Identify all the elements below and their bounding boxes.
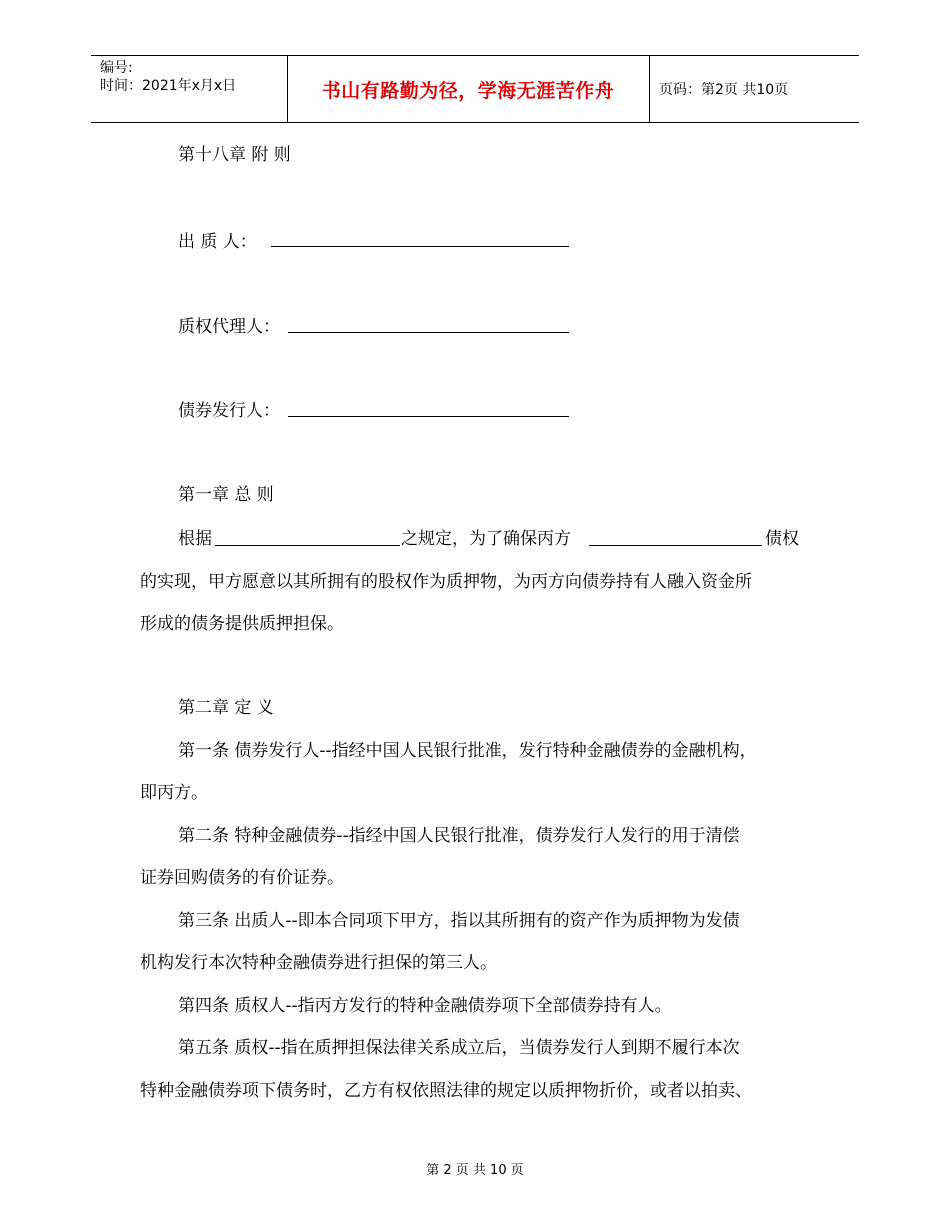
paragraph-text: 的实现，甲方愿意以其所拥有的股权作为质押物，为丙方向债券持有人融入资金所 <box>140 572 752 592</box>
paragraph-text: 形成的债务提供质押担保。 <box>140 614 344 634</box>
article-3-line-2: 机构发行本次特种金融债券进行担保的第三人。 <box>140 953 497 973</box>
chapter-18-title: 第十八章 附 则 <box>178 145 291 165</box>
article-4-line-1: 第四条 质权人--指丙方发行的特种金融债券项下全部债券持有人。 <box>178 996 672 1016</box>
paragraph-text: 之规定，为了确保丙方 <box>401 529 571 549</box>
signature-pledgor-label: 出 质 人： <box>178 232 257 252</box>
signature-issuer-label: 债券发行人： <box>178 401 280 421</box>
article-5-line-1: 第五条 质权--指在质押担保法律关系成立后，当债券发行人到期不履行本次 <box>178 1038 740 1058</box>
article-2-line-2: 证券回购债务的有价证券。 <box>140 868 344 888</box>
signature-pledgor-line <box>271 246 569 247</box>
signature-agent-line <box>288 332 569 333</box>
header-meta <box>100 59 236 95</box>
article-1-line-2: 即丙方。 <box>140 783 208 803</box>
article-5-line-2: 特种金融债券项下债务时，乙方有权依照法律的规定以质押物折价，或者以拍卖、 <box>140 1081 752 1101</box>
page-header <box>91 55 859 123</box>
page-footer: 第 2 页 共 10 页 <box>426 1163 524 1178</box>
chapter-1-title: 第一章 总 则 <box>178 485 274 505</box>
document-time-label: 时间：2021年x月x日 <box>100 78 237 94</box>
header-page-label: 页码：第2页 共10页 <box>659 82 789 98</box>
signature-issuer-line <box>288 416 569 417</box>
blank-line <box>215 545 400 546</box>
paragraph-text: 根据 <box>178 529 212 549</box>
header-motto: 书山有路勤为径，学海无涯苦作舟 <box>321 79 615 102</box>
blank-line <box>589 545 762 546</box>
article-3-line-1: 第三条 出质人--即本合同项下甲方，指以其所拥有的资产作为质押物为发债 <box>178 911 740 931</box>
signature-agent-label: 质权代理人： <box>178 317 280 337</box>
header-divider <box>649 56 650 122</box>
paragraph-text: 债权 <box>765 529 799 549</box>
article-2-line-1: 第二条 特种金融债券--指经中国人民银行批准，债券发行人发行的用于清偿 <box>178 826 740 846</box>
document-number-label: 编号: <box>100 60 133 76</box>
article-1-line-1: 第一条 债券发行人--指经中国人民银行批准，发行特种金融债券的金融机构， <box>178 741 757 761</box>
chapter-2-title: 第二章 定 义 <box>178 698 274 718</box>
